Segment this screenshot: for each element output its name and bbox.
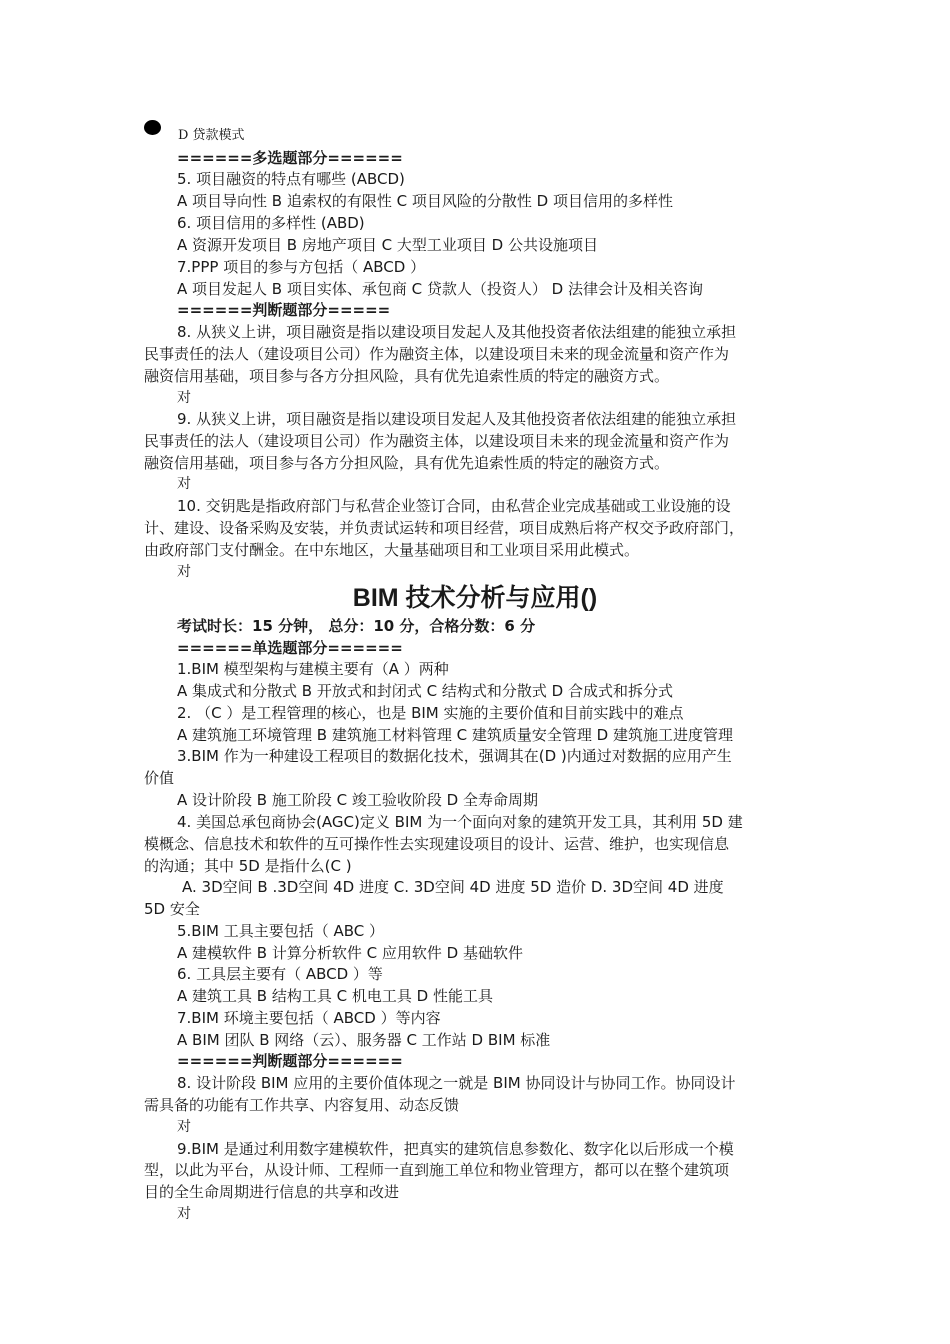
options-line: A BIM 团队 B 网络（云）、服务器 C 工作站 D BIM 标准: [177, 1031, 551, 1049]
question-line: 价值: [144, 769, 175, 787]
paragraph-line: 型，以此为平台，从设计师、工程师一直到施工单位和物业管理方，都可以在整个建筑项: [144, 1161, 730, 1179]
question-line: 1.BIM 模型架构与建模主要有（A ）两种: [177, 660, 449, 678]
question-line: 的沟通；其中 5D 是指什么(C ): [144, 857, 352, 875]
question-line: 模概念、信息技术和软件的互可操作性去实现建设项目的设计、运营、维护，也实现信息: [144, 835, 730, 853]
question-line: 6. 项目信用的多样性 (ABD): [177, 214, 365, 232]
options-line: A 资源开发项目 B 房地产项目 C 大型工业项目 D 公共设施项目: [177, 236, 598, 254]
options-line: A 建筑施工环境管理 B 建筑施工材料管理 C 建筑质量安全管理 D 建筑施工进度管理: [177, 726, 733, 744]
bullet-icon: [144, 120, 161, 135]
options-line: A 项目导向性 B 追索权的有限性 C 项目风险的分散性 D 项目信用的多样性: [177, 192, 673, 210]
answer-text: 对: [177, 1119, 191, 1135]
paragraph-line: 8. 从狭义上讲，项目融资是指以建设项目发起人及其他投资者依法组建的能独立承担: [177, 323, 737, 341]
paragraph-line: 需具备的功能有工作共享、内容复用、动态反馈: [144, 1096, 460, 1114]
options-line: 5D 安全: [144, 900, 200, 918]
options-line: A 集成式和分散式 B 开放式和封闭式 C 结构式和分散式 D 合成式和拆分式: [177, 682, 673, 700]
question-line: 4. 美国总承包商协会(AGC)定义 BIM 为一个面向对象的建筑开发工具，其利用 5D 建: [177, 813, 743, 831]
question-line: 6. 工具层主要有（ ABCD ）等: [177, 965, 383, 983]
question-line: 7.BIM 环境主要包括（ ABCD ）等内容: [177, 1009, 441, 1027]
paragraph-line: 目的全生命周期进行信息的共享和改进: [144, 1183, 400, 1201]
question-line: 5.BIM 工具主要包括（ ABC ）: [177, 922, 385, 940]
option-d-loan: D 贷款模式: [178, 128, 245, 143]
question-line: 5. 项目融资的特点有哪些 (ABCD): [177, 170, 405, 188]
question-line: 3.BIM 作为一种建设工程项目的数据化技术，强调其在(D )内通过对数据的应用产生: [177, 747, 732, 765]
judge-header: ======判断题部分=====: [177, 301, 391, 319]
options-line: A 建模软件 B 计算分析软件 C 应用软件 D 基础软件: [177, 944, 523, 962]
multi-choice-header: ======多选题部分======: [177, 149, 403, 167]
answer-text: 对: [177, 564, 191, 580]
paragraph-line: 民事责任的法人（建设项目公司）作为融资主体，以建设项目未来的现金流量和资产作为: [144, 345, 730, 363]
paragraph-line: 融资信用基础，项目参与各方分担风险，具有优先追索性质的特定的融资方式。: [144, 367, 670, 385]
options-line: A 建筑工具 B 结构工具 C 机电工具 D 性能工具: [177, 987, 493, 1005]
options-line: A. 3D空间 B .3D空间 4D 进度 C. 3D空间 4D 进度 5D 造价 D. 3D空间 4D 进度: [182, 878, 724, 896]
question-line: 2. （C ）是工程管理的核心，也是 BIM 实施的主要价值和目前实践中的难点: [177, 704, 684, 722]
single-choice-header: ======单选题部分======: [177, 639, 403, 657]
paragraph-line: 民事责任的法人（建设项目公司）作为融资主体，以建设项目未来的现金流量和资产作为: [144, 432, 730, 450]
section-title: BIM 技术分析与应用(): [352, 584, 598, 612]
paragraph-line: 由政府部门支付酬金。在中东地区，大量基础项目和工业项目采用此模式。: [144, 541, 640, 559]
question-line: 7.PPP 项目的参与方包括（ ABCD ）: [177, 258, 426, 276]
answer-text: 对: [177, 390, 191, 406]
options-line: A 设计阶段 B 施工阶段 C 竣工验收阶段 D 全寿命周期: [177, 791, 538, 809]
paragraph-line: 计、建设、设备采购及安装，并负责试运转和项目经营，项目成熟后将产权交予政府部门，: [144, 519, 745, 537]
options-line: A 项目发起人 B 项目实体、承包商 C 贷款人（投资人） D 法律会计及相关咨询: [177, 280, 703, 298]
paragraph-line: 10. 交钥匙是指政府部门与私营企业签订合同，由私营企业完成基础或工业设施的设: [177, 497, 731, 515]
answer-text: 对: [177, 1206, 191, 1222]
exam-meta: 考试时长：15 分钟， 总分：10 分，合格分数：6 分: [177, 617, 536, 635]
answer-text: 对: [177, 476, 191, 492]
paragraph-line: 9. 从狭义上讲，项目融资是指以建设项目发起人及其他投资者依法组建的能独立承担: [177, 410, 737, 428]
paragraph-line: 融资信用基础，项目参与各方分担风险，具有优先追索性质的特定的融资方式。: [144, 454, 670, 472]
judge-header: ======判断题部分======: [177, 1052, 403, 1070]
paragraph-line: 9.BIM 是通过利用数字建模软件，把真实的建筑信息参数化、数字化以后形成一个模: [177, 1140, 734, 1158]
paragraph-line: 8. 设计阶段 BIM 应用的主要价值体现之一就是 BIM 协同设计与协同工作。协同设计: [177, 1074, 736, 1092]
